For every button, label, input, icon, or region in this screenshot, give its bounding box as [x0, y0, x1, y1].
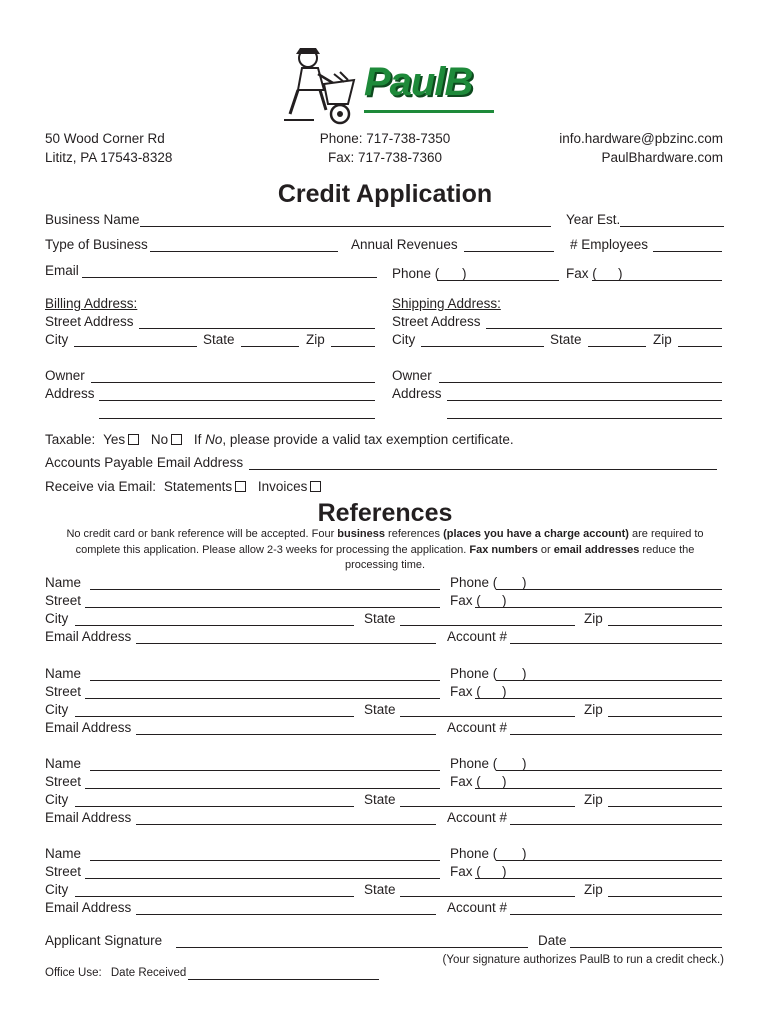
- billing-state-field[interactable]: [241, 346, 299, 347]
- ref-4-account-label: Account #: [447, 900, 508, 915]
- date-received-label: Date Received: [110, 967, 187, 979]
- ref-3-zip-field[interactable]: [608, 806, 722, 807]
- ref-2-zip-label: Zip: [584, 702, 603, 717]
- billing-state-label: State: [203, 332, 235, 347]
- taxable-row: [45, 432, 514, 447]
- ref-2-account-label: Account #: [447, 720, 508, 735]
- ref-3-account-label: Account #: [447, 810, 508, 825]
- ref-1-email-field[interactable]: [136, 643, 436, 644]
- email-field[interactable]: [82, 277, 377, 278]
- shipping-state-field[interactable]: [588, 346, 646, 347]
- signature-field[interactable]: [176, 947, 528, 948]
- receive-label: Receive via Email:: [45, 479, 157, 494]
- statements-label: Statements: [163, 479, 233, 494]
- taxable-yes-checkbox[interactable]: [128, 434, 139, 445]
- owner-label-left: Owner: [45, 368, 85, 383]
- annual-revenues-field[interactable]: [464, 251, 554, 252]
- ref-1-zip-field[interactable]: [608, 625, 722, 626]
- ref-1-state-label: State: [364, 611, 396, 626]
- ref-1-account-label: Account #: [447, 629, 508, 644]
- ref-3-phone-paren-close: ): [522, 756, 527, 771]
- contact-fax: Fax: 717-738-7360: [327, 150, 443, 165]
- shipping-city-label: City: [392, 332, 416, 347]
- ref-2-email-field[interactable]: [136, 734, 436, 735]
- signature-label: Applicant Signature: [45, 933, 163, 948]
- shipping-state-label: State: [550, 332, 582, 347]
- ref-3-fax-field[interactable]: [475, 788, 722, 789]
- business-name-field[interactable]: [140, 226, 551, 227]
- date-label: Date: [538, 933, 567, 948]
- ref-1-name-field[interactable]: [90, 589, 440, 590]
- ref-4-fax-paren-close: ): [502, 864, 507, 879]
- ref-4-street-label: Street: [45, 864, 82, 879]
- ref-4-city-label: City: [45, 882, 69, 897]
- phone-label: Phone (: [392, 266, 440, 281]
- ref-3-name-field[interactable]: [90, 770, 440, 771]
- ref-3-phone-label: Phone (: [450, 756, 498, 771]
- tax-note: If No, please provide a valid tax exemption certificate.: [193, 432, 514, 447]
- ref-1-account-field[interactable]: [510, 643, 722, 644]
- ap-email-field[interactable]: [249, 469, 717, 470]
- year-est-label: Year Est.: [566, 212, 621, 227]
- ref-4-city-field[interactable]: [75, 896, 354, 897]
- shipping-zip-field[interactable]: [678, 346, 722, 347]
- office-use-row: [45, 967, 186, 979]
- taxable-yes-label: Yes: [103, 432, 126, 447]
- owner-address-field-left-2[interactable]: [99, 418, 375, 419]
- references-note: No credit card or bank reference will be accepted. Four business references (places you have a charge account) are required to complete this application. Please allow 2-3 weeks for processing the application. Fax numbers or email addresses reduce the processing time.: [66, 528, 704, 571]
- shipping-zip-label: Zip: [653, 332, 672, 347]
- ref-4-email-field[interactable]: [136, 914, 436, 915]
- ref-1-city-label: City: [45, 611, 69, 626]
- ref-4-name-label: Name: [45, 846, 82, 861]
- date-received-field[interactable]: [188, 979, 379, 980]
- billing-city-label: City: [45, 332, 69, 347]
- ref-3-name-label: Name: [45, 756, 82, 771]
- billing-heading: Billing Address:: [45, 296, 138, 311]
- shipping-heading: Shipping Address:: [392, 296, 501, 311]
- taxable-no-checkbox[interactable]: [171, 434, 182, 445]
- date-field[interactable]: [570, 947, 722, 948]
- ref-4-state-field[interactable]: [400, 896, 575, 897]
- statements-checkbox[interactable]: [235, 481, 246, 492]
- ref-2-name-field[interactable]: [90, 680, 440, 681]
- ref-2-street-field[interactable]: [85, 698, 440, 699]
- ref-3-state-label: State: [364, 792, 396, 807]
- owner-address-field-right[interactable]: [447, 400, 722, 401]
- ref-4-state-label: State: [364, 882, 396, 897]
- billing-zip-field[interactable]: [331, 346, 375, 347]
- ref-2-city-field[interactable]: [75, 716, 354, 717]
- ref-3-email-field[interactable]: [136, 824, 436, 825]
- owner-address-label-right: Address: [392, 386, 442, 401]
- ref-3-fax-paren-close: ): [502, 774, 507, 789]
- ref-2-state-field[interactable]: [400, 716, 575, 717]
- contact-email: info.hardware@pbzinc.com: [559, 131, 723, 146]
- ref-4-email-label: Email Address: [45, 900, 132, 915]
- contact-address-line2: Lititz, PA 17543-8328: [45, 150, 173, 165]
- type-of-business-field[interactable]: [150, 251, 338, 252]
- ref-1-phone-field[interactable]: [496, 589, 722, 590]
- page-title: Credit Application: [277, 180, 493, 208]
- ref-4-fax-label: Fax (: [450, 864, 481, 879]
- logo: [278, 44, 498, 128]
- ref-1-name-label: Name: [45, 575, 82, 590]
- owner-address-field-right-2[interactable]: [447, 418, 722, 419]
- ref-3-state-field[interactable]: [400, 806, 575, 807]
- phone-paren-close: ): [462, 266, 467, 281]
- office-use-label: Office Use:: [45, 967, 102, 979]
- ref-1-phone-paren-close: ): [522, 575, 527, 590]
- signature-note: (Your signature authorizes PaulB to run a credit check.): [442, 954, 724, 966]
- taxable-label: Taxable:: [45, 432, 96, 447]
- ref-3-zip-label: Zip: [584, 792, 603, 807]
- ref-2-phone-label: Phone (: [450, 666, 498, 681]
- invoices-label: Invoices: [257, 479, 308, 494]
- phone-field[interactable]: [437, 280, 559, 281]
- ref-2-phone-paren-close: ): [522, 666, 527, 681]
- brand-underline: [364, 110, 494, 113]
- ref-4-phone-field[interactable]: [496, 860, 722, 861]
- ref-3-city-label: City: [45, 792, 69, 807]
- billing-street-field[interactable]: [139, 328, 375, 329]
- ref-2-phone-field[interactable]: [496, 680, 722, 681]
- ref-2-account-field[interactable]: [510, 734, 722, 735]
- email-label: Email: [45, 263, 79, 278]
- ref-2-fax-label: Fax (: [450, 684, 481, 699]
- billing-zip-label: Zip: [306, 332, 325, 347]
- ref-4-zip-field[interactable]: [608, 896, 722, 897]
- ref-2-street-label: Street: [45, 684, 82, 699]
- ref-2-name-label: Name: [45, 666, 82, 681]
- annual-revenues-label: Annual Revenues: [351, 237, 458, 252]
- billing-street-label: Street Address: [45, 314, 134, 329]
- brand-name: PaulB: [364, 60, 473, 104]
- ref-1-email-label: Email Address: [45, 629, 132, 644]
- owner-address-label-left: Address: [45, 386, 95, 401]
- receive-row: [45, 479, 321, 494]
- billing-city-field[interactable]: [74, 346, 197, 347]
- ap-email-label: Accounts Payable Email Address: [45, 455, 244, 470]
- ref-4-street-field[interactable]: [85, 878, 440, 879]
- ref-3-city-field[interactable]: [75, 806, 354, 807]
- employees-label: # Employees: [570, 237, 649, 252]
- type-of-business-label: Type of Business: [45, 237, 148, 252]
- fax-label: Fax (: [566, 266, 597, 281]
- ref-4-account-field[interactable]: [510, 914, 722, 915]
- contact-website: PaulBhardware.com: [601, 150, 723, 165]
- fax-paren-close: ): [618, 266, 623, 281]
- ref-3-email-label: Email Address: [45, 810, 132, 825]
- ref-3-account-field[interactable]: [510, 824, 722, 825]
- ref-1-state-field[interactable]: [400, 625, 575, 626]
- ref-1-fax-field[interactable]: [475, 607, 722, 608]
- ref-4-fax-field[interactable]: [475, 878, 722, 879]
- ref-2-state-label: State: [364, 702, 396, 717]
- owner-field-right[interactable]: [439, 382, 722, 383]
- ref-1-fax-paren-close: ): [502, 593, 507, 608]
- contact-phone: Phone: 717-738-7350: [319, 131, 451, 146]
- owner-label-right: Owner: [392, 368, 432, 383]
- ref-1-fax-label: Fax (: [450, 593, 481, 608]
- shipping-street-field[interactable]: [486, 328, 722, 329]
- ref-1-phone-label: Phone (: [450, 575, 498, 590]
- ref-3-phone-field[interactable]: [496, 770, 722, 771]
- owner-address-field-left[interactable]: [99, 400, 375, 401]
- shipping-street-label: Street Address: [392, 314, 481, 329]
- ref-4-phone-paren-close: ): [522, 846, 527, 861]
- ref-4-zip-label: Zip: [584, 882, 603, 897]
- owner-field-left[interactable]: [91, 382, 375, 383]
- ref-1-city-field[interactable]: [75, 625, 354, 626]
- fax-field[interactable]: [592, 280, 722, 281]
- ref-1-street-field[interactable]: [85, 607, 440, 608]
- ref-1-street-label: Street: [45, 593, 82, 608]
- employees-field[interactable]: [653, 251, 722, 252]
- ref-2-email-label: Email Address: [45, 720, 132, 735]
- ref-2-fax-field[interactable]: [475, 698, 722, 699]
- ref-3-street-field[interactable]: [85, 788, 440, 789]
- contact-address-line1: 50 Wood Corner Rd: [45, 131, 165, 146]
- ref-2-fax-paren-close: ): [502, 684, 507, 699]
- invoices-checkbox[interactable]: [310, 481, 321, 492]
- ref-2-city-label: City: [45, 702, 69, 717]
- ref-4-phone-label: Phone (: [450, 846, 498, 861]
- shipping-city-field[interactable]: [421, 346, 544, 347]
- taxable-no-label: No: [150, 432, 169, 447]
- ref-2-zip-field[interactable]: [608, 716, 722, 717]
- ref-1-zip-label: Zip: [584, 611, 603, 626]
- ref-3-fax-label: Fax (: [450, 774, 481, 789]
- ref-3-street-label: Street: [45, 774, 82, 789]
- references-title: References: [317, 499, 453, 527]
- mascot-with-wheelbarrow-icon: [278, 44, 360, 128]
- year-est-field[interactable]: [620, 226, 724, 227]
- ref-4-name-field[interactable]: [90, 860, 440, 861]
- business-name-label: Business Name: [45, 212, 140, 227]
